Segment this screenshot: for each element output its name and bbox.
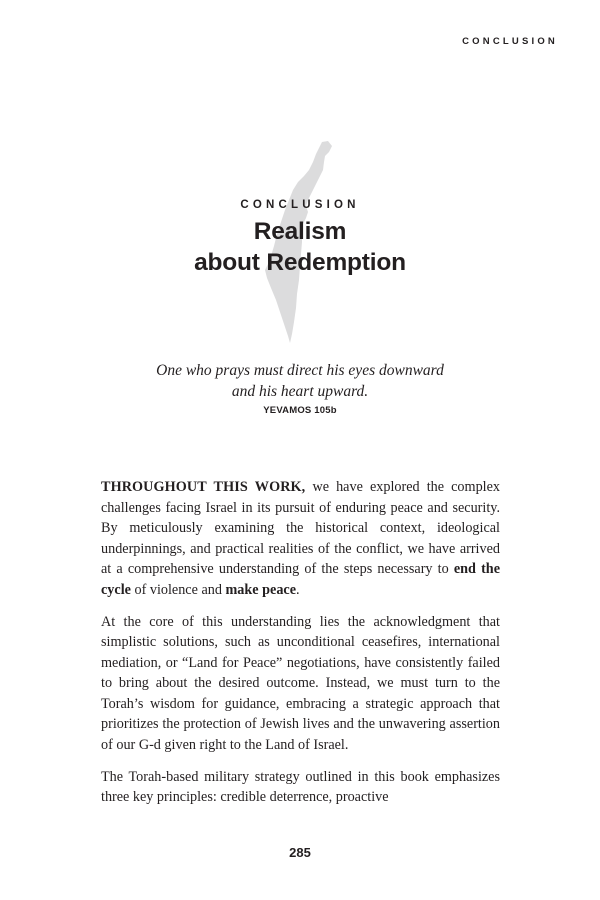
epigraph-line-2: and his heart upward. [231, 383, 369, 400]
page-number: 285 [289, 845, 311, 860]
emphasis-make-peace: make peace [225, 581, 297, 598]
epigraph-source: YEVAMOS 105b [263, 405, 337, 416]
paragraph-1 [101, 477, 500, 600]
chapter-title-line-1: Realism [253, 218, 347, 245]
emphasis-end-the-cycle: end the cycle [101, 561, 500, 598]
paragraph-lead: THROUGHOUT THIS WORK, [101, 479, 306, 495]
body-text [101, 477, 500, 822]
paragraph-1-text-b: of violence and [130, 581, 226, 598]
paragraph-3: The Torah-based military strategy outlined in this book emphasizes three key principles: credible deterrence, proactive [101, 768, 500, 805]
chapter-title-line-2: about Redemption [194, 249, 406, 276]
paragraph-1-text-c: . [296, 581, 300, 598]
chapter-title [0, 216, 600, 278]
paragraph-1-text-a: we have explored the complex challenges facing Israel in its pursuit of enduring peace and security. By meticulously examining the historical context, ideological underpinnings, and practical realities of the conflict, we have arrived at a comprehensive understanding of the steps necessary to [101, 479, 500, 577]
epigraph-line-1: One who prays must direct his eyes downward [156, 362, 444, 379]
running-head: CONCLUSION [462, 36, 558, 47]
epigraph [0, 360, 600, 402]
chapter-label: CONCLUSION [240, 199, 360, 211]
paragraph-2: At the core of this understanding lies the acknowledgment that simplistic solutions, such as unconditional ceasefires, international mediation, or “Land for Peace” negotiations, have consistently failed to bring about the desired outcome. Instead, we must turn to the Torah’s wisdom for guidance, embracing a strategic approach that prioritizes the protection of Jewish lives and the unwavering assertion of our G-d given right to the Land of Israel. [101, 613, 500, 753]
